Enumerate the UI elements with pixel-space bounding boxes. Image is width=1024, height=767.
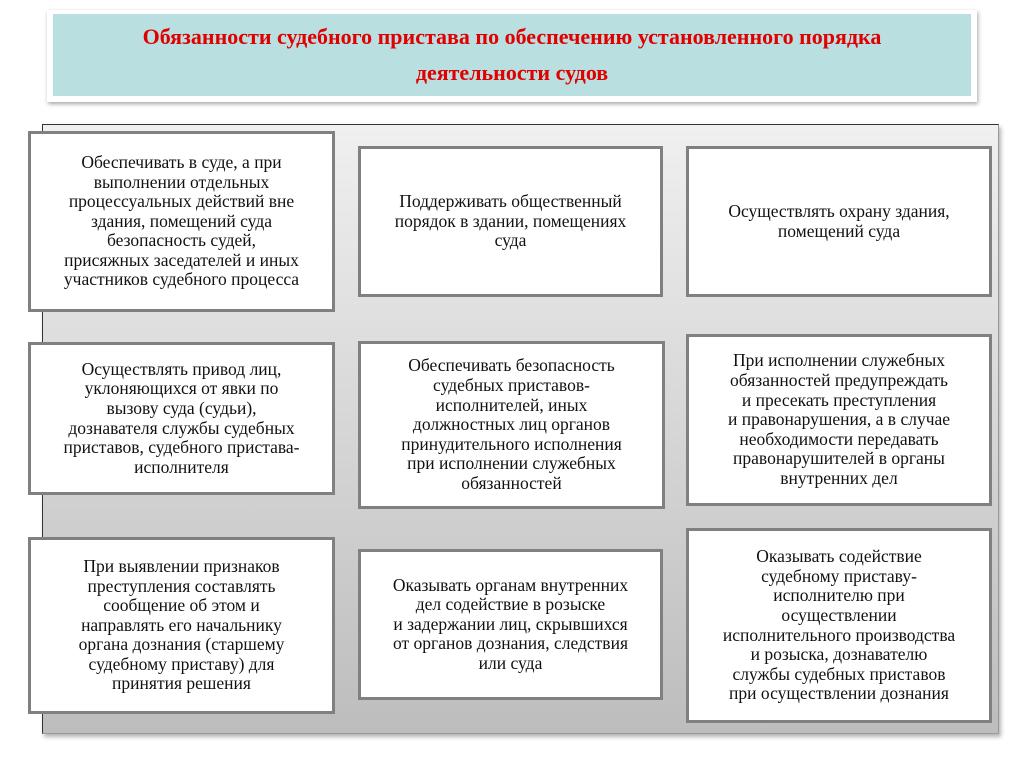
duty-card-building-guard <box>686 146 992 297</box>
duty-text: Осуществлять привод лиц, уклоняющихся от явки по вызову суда (судьи), дознавателя службы судебных приставов, судебного пристава- исполнителя <box>63 358 300 477</box>
duty-text: Оказывать содействие судебному приставу- исполнителю при осуществлении исполнительного производства и розыска, дознавателю службы судебных приставов при осуществлении дознания <box>722 546 956 704</box>
duty-card-enforcement-assistance <box>686 528 992 723</box>
duty-text: Обеспечивать безопасность судебных приставов- исполнителей, иных должностных лиц органов принудительного исполнения при исполнении служебных обязанностей <box>401 355 622 493</box>
duty-text: При выявлении признаков преступления составлять сообщение об этом и направлять его начальнику органа дознания (старшему судебному приставу) для принятия решения <box>78 555 285 694</box>
duty-text: Обеспечивать в суде, а при выполнении отдельных процессуальных действий вне здания, помещений суда безопасность судей, присяжных заседателей и иных участников судебного процесса <box>63 151 300 290</box>
duty-card-crime-prevention <box>686 334 992 506</box>
title-background <box>53 14 971 96</box>
duty-card-public-order <box>358 146 663 297</box>
duty-card-police-assistance <box>358 549 663 700</box>
title-banner <box>47 10 977 102</box>
duty-card-court-security <box>28 131 335 312</box>
slide-title: Обязанности судебного пристава по обеспечению установленного порядка деятельности судов <box>142 24 882 85</box>
duty-text: При исполнении служебных обязанностей предупреждать и пресекать преступления и правонарушения, а в случае необходимости передавать правонарушителей в органы внутренних дел <box>727 350 951 488</box>
duty-text: Поддерживать общественный порядок в здании, помещениях суда <box>394 191 627 251</box>
duty-card-crime-report <box>28 537 335 714</box>
duty-card-bailiff-safety <box>358 341 665 509</box>
duty-card-compulsory-appearance <box>28 342 335 495</box>
duty-text: Осуществлять охрану здания, помещений суда <box>728 200 950 241</box>
duty-text: Оказывать органам внутренних дел содействие в розыске и задержании лиц, скрывшихся от органов дознания, следствия или суда <box>392 574 629 673</box>
